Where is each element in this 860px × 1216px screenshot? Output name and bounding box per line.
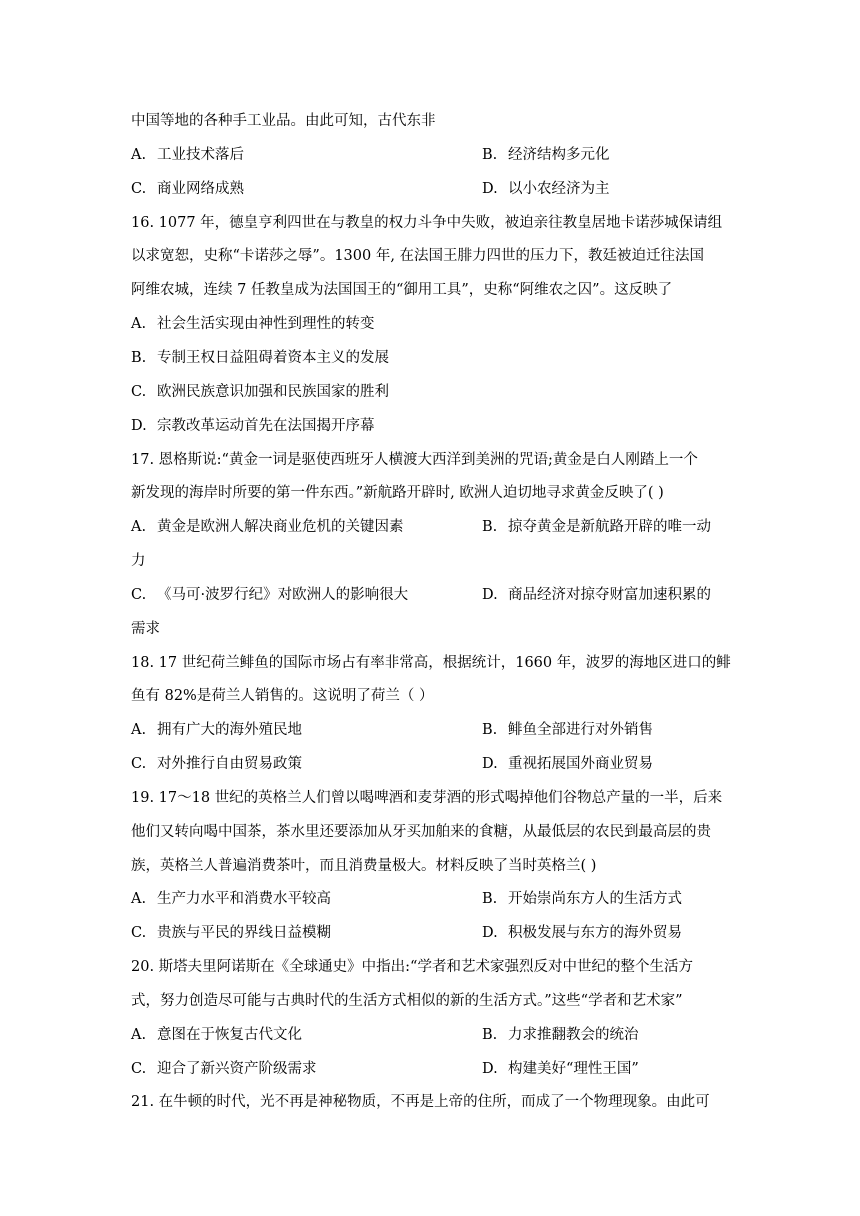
q15-option-a[interactable]: A. 工业技术落后 <box>131 147 244 163</box>
q20-option-b[interactable]: B. 力求推翻教会的统治 <box>482 1027 639 1043</box>
q20-stem-line: 式，努力创造尽可能与古典时代的生活方式相似的新的生活方式。”这些“学者和艺术家” <box>131 993 683 1009</box>
q15-option-c[interactable]: C. 商业网络成熟 <box>131 181 244 197</box>
q15-option-b[interactable]: B. 经济结构多元化 <box>482 147 610 163</box>
q21-stem-line: 21. 在牛顿的时代，光不再是神秘物质，不再是上帝的住所，而成了一个物理现象。由此可 <box>131 1094 710 1110</box>
question-15-stem-tail: 中国等地的各种手工业品。由此可知，古代东非 <box>131 113 436 129</box>
q16-stem-line: 以求宽恕，史称“卡诺莎之辱”。1300 年, 在法国王腓力四世的压力下，教廷被迫迁往法国 <box>131 248 705 264</box>
q16-option-c[interactable]: C. 欧洲民族意识加强和民族国家的胜利 <box>131 384 389 400</box>
q19-option-c[interactable]: C. 贵族与平民的界线日益模糊 <box>131 925 331 941</box>
q19-stem-line: 族，英格兰人普遍消费茶叶，而且消费量极大。材料反映了当时英格兰( ) <box>131 858 597 874</box>
q16-option-b[interactable]: B. 专制王权日益阻碍着资本主义的发展 <box>131 350 389 366</box>
q17-option-b[interactable]: B. 掠夺黄金是新航路开辟的唯一动 <box>482 519 711 535</box>
q17-option-a[interactable]: A. 黄金是欧洲人解决商业危机的关键因素 <box>131 519 404 535</box>
q20-option-d[interactable]: D. 构建美好“理性王国” <box>482 1061 639 1077</box>
q17-option-d-wrap: 需求 <box>131 621 160 637</box>
q20-option-a[interactable]: A. 意图在于恢复古代文化 <box>131 1027 302 1043</box>
q16-option-d[interactable]: D. 宗教改革运动首先在法国揭开序幕 <box>131 418 375 434</box>
q15-option-d[interactable]: D. 以小农经济为主 <box>482 181 610 197</box>
q17-option-c[interactable]: C. 《马可·波罗行纪》对欧洲人的影响很大 <box>131 587 409 603</box>
q17-stem-line: 17. 恩格斯说:“黄金一词是驱使西班牙人横渡大西洋到美洲的咒语;黄金是白人刚踏上一个 <box>131 452 698 468</box>
q16-option-a[interactable]: A. 社会生活实现由神性到理性的转变 <box>131 316 375 332</box>
q18-stem-line: 鱼有 82%是荷兰人销售的。这说明了荷兰（ ） <box>131 688 434 704</box>
q19-option-b[interactable]: B. 开始崇尚东方人的生活方式 <box>482 891 682 907</box>
q16-stem-line: 16. 1077 年，德皇亨利四世在与教皇的权力斗争中失败，被迫亲往教皇居地卡诺莎城保请组 <box>131 215 723 231</box>
q17-option-d[interactable]: D. 商品经济对掠夺财富加速积累的 <box>482 587 711 603</box>
q17-option-b-wrap: 力 <box>131 553 146 569</box>
q19-option-a[interactable]: A. 生产力水平和消费水平较高 <box>131 891 331 907</box>
q20-option-c[interactable]: C. 迎合了新兴资产阶级需求 <box>131 1061 317 1077</box>
q18-option-d[interactable]: D. 重视拓展国外商业贸易 <box>482 756 653 772</box>
q18-option-c[interactable]: C. 对外推行自由贸易政策 <box>131 756 302 772</box>
q18-option-a[interactable]: A. 拥有广大的海外殖民地 <box>131 722 302 738</box>
q18-option-b[interactable]: B. 鲱鱼全部进行对外销售 <box>482 722 653 738</box>
q16-stem-line: 阿维农城，连续 7 任教皇成为法国国王的“御用工具”，史称“阿维农之囚”。这反映了 <box>131 282 673 298</box>
q17-stem-line: 新发现的海岸时所要的第一件东西。”新航路开辟时, 欧洲人迫切地寻求黄金反映了( ) <box>131 485 664 501</box>
q20-stem-line: 20. 斯塔夫里阿诺斯在《全球通史》中指出:“学者和艺术家强烈反对中世纪的整个生活方 <box>131 959 693 975</box>
q19-option-d[interactable]: D. 积极发展与东方的海外贸易 <box>482 925 682 941</box>
q18-stem-line: 18. 17 世纪荷兰鲱鱼的国际市场占有率非常高，根据统计，1660 年，波罗的海地区进口的鲱 <box>131 655 731 671</box>
q19-stem-line: 他们又转向喝中国茶，茶水里还要添加从牙买加舶来的食糖，从最低层的农民到最高层的贵 <box>131 824 711 840</box>
q19-stem-line: 19. 17～18 世纪的英格兰人们曾以喝啤酒和麦芽酒的形式喝掉他们谷物总产量的一半，后来 <box>131 790 723 806</box>
